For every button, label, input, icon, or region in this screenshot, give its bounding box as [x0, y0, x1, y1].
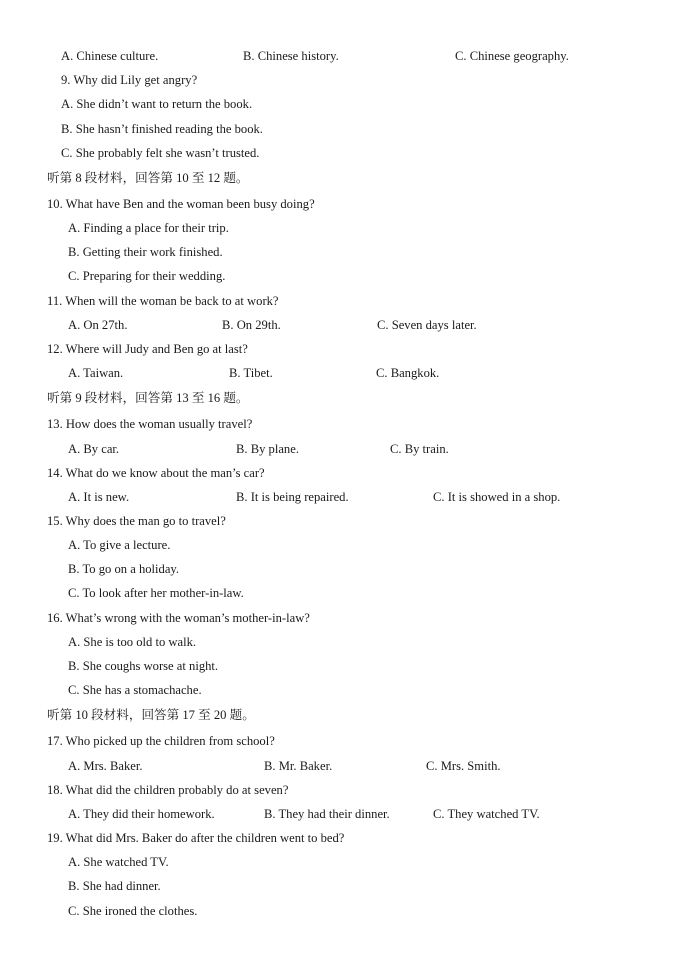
q17-option-c: C. Mrs. Smith.: [426, 759, 501, 773]
q19-stem: 19. What did Mrs. Baker do after the children went to bed?: [47, 831, 345, 845]
q9-option-b: B. She hasn’t finished reading the book.: [61, 122, 263, 136]
q17-option-b: B. Mr. Baker.: [264, 759, 333, 773]
q9-stem: 9. Why did Lily get angry?: [61, 73, 198, 87]
q16-option-a: A. She is too old to walk.: [68, 635, 197, 649]
q18-option-a: A. They did their homework.: [68, 807, 215, 821]
q8-option-c: C. Chinese geography.: [455, 49, 569, 63]
q10-option-a: A. Finding a place for their trip.: [68, 221, 229, 235]
q13-stem: 13. How does the woman usually travel?: [47, 417, 253, 431]
q15-option-a: A. To give a lecture.: [68, 538, 171, 552]
q13-option-b: B. By plane.: [236, 442, 299, 456]
q19-option-b: B. She had dinner.: [68, 879, 161, 893]
section-heading-9: 听第 9 段材料，回答第 13 至 16 题。: [47, 391, 249, 405]
q12-option-c: C. Bangkok.: [376, 366, 440, 380]
q16-option-b: B. She coughs worse at night.: [68, 659, 219, 673]
q15-option-b: B. To go on a holiday.: [68, 562, 180, 576]
q11-stem: 11. When will the woman be back to at work?: [47, 294, 279, 308]
q12-stem: 12. Where will Judy and Ben go at last?: [47, 342, 248, 356]
q14-option-b: B. It is being repaired.: [236, 490, 349, 504]
q14-option-c: C. It is showed in a shop.: [433, 490, 561, 504]
q17-option-a: A. Mrs. Baker.: [68, 759, 143, 773]
q13-option-a: A. By car.: [68, 442, 120, 456]
q14-stem: 14. What do we know about the man’s car?: [47, 466, 265, 480]
q8-option-b: B. Chinese history.: [243, 49, 339, 63]
q13-option-c: C. By train.: [390, 442, 449, 456]
q12-option-b: B. Tibet.: [229, 366, 273, 380]
q19-option-c: C. She ironed the clothes.: [68, 904, 198, 918]
section-heading-8: 听第 8 段材料，回答第 10 至 12 题。: [47, 171, 249, 185]
q10-stem: 10. What have Ben and the woman been busy doing?: [47, 197, 315, 211]
q18-option-c: C. They watched TV.: [433, 807, 540, 821]
q12-option-a: A. Taiwan.: [68, 366, 124, 380]
q11-option-b: B. On 29th.: [222, 318, 281, 332]
q17-stem: 17. Who picked up the children from school?: [47, 734, 275, 748]
q11-option-a: A. On 27th.: [68, 318, 128, 332]
q9-option-c: C. She probably felt she wasn’t trusted.: [61, 146, 260, 160]
q15-option-c: C. To look after her mother-in-law.: [68, 586, 244, 600]
q18-option-b: B. They had their dinner.: [264, 807, 390, 821]
q18-stem: 18. What did the children probably do at seven?: [47, 783, 289, 797]
q15-stem: 15. Why does the man go to travel?: [47, 514, 226, 528]
section-heading-10: 听第 10 段材料，回答第 17 至 20 题。: [47, 708, 255, 722]
q10-option-b: B. Getting their work finished.: [68, 245, 223, 259]
q10-option-c: C. Preparing for their wedding.: [68, 269, 226, 283]
q19-option-a: A. She watched TV.: [68, 855, 169, 869]
q8-option-a: A. Chinese culture.: [61, 49, 159, 63]
q16-option-c: C. She has a stomachache.: [68, 683, 202, 697]
q16-stem: 16. What’s wrong with the woman’s mother-in-law?: [47, 611, 310, 625]
q14-option-a: A. It is new.: [68, 490, 130, 504]
q9-option-a: A. She didn’t want to return the book.: [61, 97, 253, 111]
q11-option-c: C. Seven days later.: [377, 318, 477, 332]
